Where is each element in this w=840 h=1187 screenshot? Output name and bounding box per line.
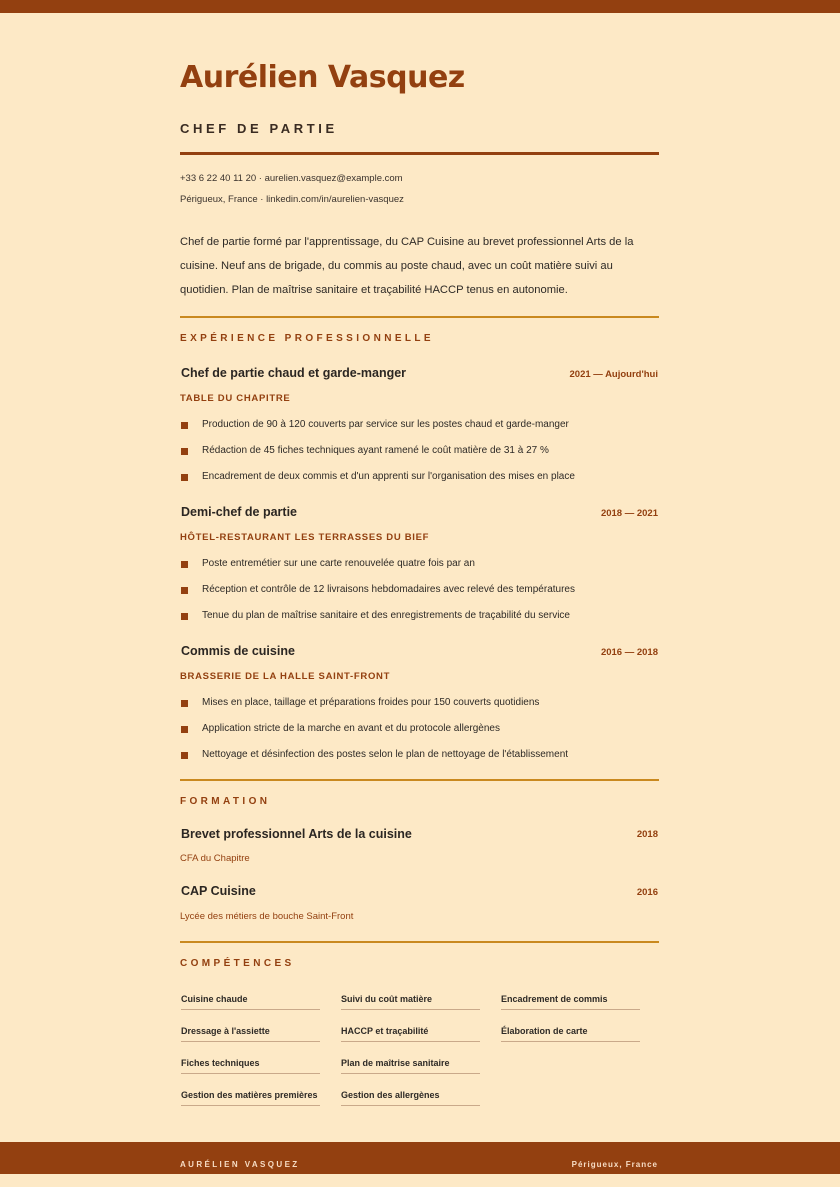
education-year: 2018	[636, 829, 658, 840]
bullet-square-icon	[181, 752, 188, 759]
skills-section-title: COMPÉTENCES	[180, 958, 295, 969]
skill-item: HACCP et traçabilité	[341, 1026, 480, 1036]
education-year: 2016	[636, 887, 658, 898]
education-degree: CAP Cuisine	[181, 884, 256, 898]
bullet-square-icon	[181, 587, 188, 594]
section-divider	[180, 779, 659, 781]
education-section-title: FORMATION	[180, 796, 271, 807]
skill-item: Élaboration de carte	[501, 1026, 640, 1036]
job-title: Demi-chef de partie	[181, 505, 298, 519]
bullet-square-icon	[181, 474, 188, 481]
job-title: Commis de cuisine	[181, 644, 295, 658]
bullet-square-icon	[181, 422, 188, 429]
job-dates: 2021 — Aujourd'hui	[569, 369, 658, 380]
education-degree: Brevet professionnel Arts de la cuisine	[181, 827, 412, 841]
experience-section-title: EXPÉRIENCE PROFESSIONNELLE	[180, 333, 434, 344]
contact-line-phone-email: +33 6 22 40 11 20 · aurelien.vasquez@example.com	[180, 173, 403, 184]
skill-item: Dressage à l'assiette	[181, 1026, 320, 1036]
profile-summary: Chef de partie formé par l'apprentissage, du CAP Cuisine au brevet professionnel Arts de la cuisine. Neuf ans de brigade, du commis au poste chaud, avec un coût matière suivi au quotidien. Plan de maîtrise sanitaire et traçabilité HACCP tenus en autonomie.	[180, 236, 634, 296]
skill-item: Fiches techniques	[181, 1058, 320, 1068]
contact-line-location-linkedin: Périgueux, France · linkedin.com/in/aurelien-vasquez	[180, 194, 404, 205]
skill-item: Suivi du coût matière	[341, 994, 480, 1004]
education-school: CFA du Chapitre	[180, 853, 250, 864]
job-company: TABLE DU CHAPITRE	[180, 393, 291, 404]
footer-location: Périgueux, France	[571, 1160, 658, 1169]
job-title: Chef de partie chaud et garde-manger	[181, 366, 407, 380]
education-school: Lycée des métiers de bouche Saint-Front	[180, 911, 354, 922]
candidate-role: CHEF DE PARTIE	[180, 121, 338, 136]
section-divider	[180, 941, 659, 943]
bullet-square-icon	[181, 613, 188, 620]
skill-item: Cuisine chaude	[181, 994, 320, 1004]
skill-item: Plan de maîtrise sanitaire	[341, 1058, 480, 1068]
bullet-square-icon	[181, 448, 188, 455]
skill-item: Gestion des allergènes	[341, 1090, 480, 1100]
footer-name: AURÉLIEN VASQUEZ	[180, 1160, 300, 1169]
footer-bar	[0, 1142, 840, 1174]
skill-item: Encadrement de commis	[501, 994, 640, 1004]
header-divider	[180, 152, 659, 155]
candidate-name: Aurélien Vasquez	[180, 60, 465, 95]
job-company: HÔTEL-RESTAURANT LES TERRASSES DU BIEF	[180, 532, 430, 543]
bullet-square-icon	[181, 561, 188, 568]
bullet-square-icon	[181, 726, 188, 733]
skill-item: Gestion des matières premières	[181, 1090, 320, 1100]
section-divider	[180, 316, 659, 318]
job-dates: 2018 — 2021	[600, 508, 658, 519]
job-company: BRASSERIE DE LA HALLE SAINT-FRONT	[180, 671, 391, 682]
bullet-square-icon	[181, 700, 188, 707]
top-accent-bar	[0, 0, 840, 13]
job-dates: 2016 — 2018	[600, 647, 658, 658]
